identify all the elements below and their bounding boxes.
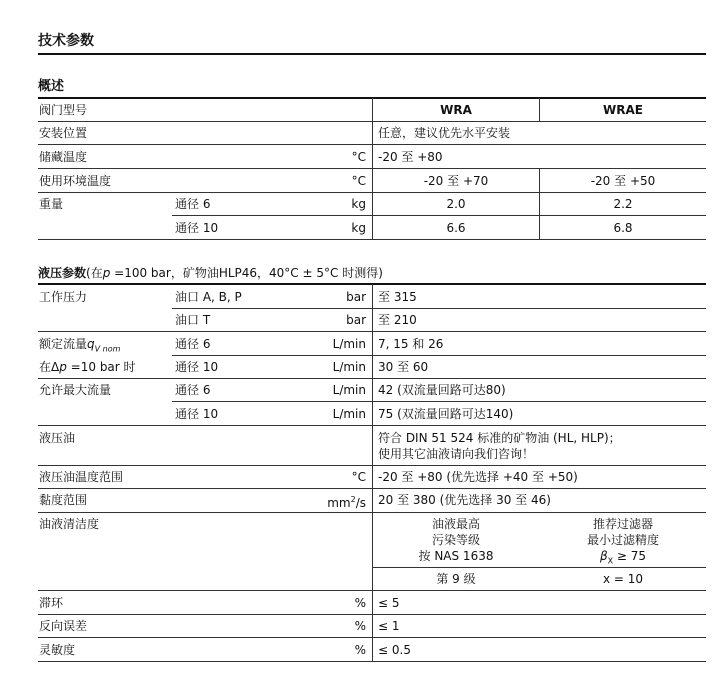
cleanliness-right2: 最小过滤精度: [586, 533, 659, 547]
rated-flow-cond-delta: Δ: [51, 360, 60, 374]
weight-sub2-wra: 6.6: [446, 221, 466, 235]
beta-symbol: β: [599, 549, 608, 563]
op-pressure-sub2-value: 至 210: [378, 313, 417, 327]
op-pressure-sub1-label: 油口 A, B, P: [175, 290, 242, 304]
rated-flow-label: [39, 337, 120, 356]
hydraulic-heading-note-p: p: [102, 266, 111, 280]
beta-subscript: X: [607, 556, 614, 566]
rated-flow-sub1-unit: L/min: [332, 337, 366, 351]
cleanliness-right1: 推荐过滤器: [592, 517, 653, 531]
weight-sub2-wrae: 6.8: [613, 221, 633, 235]
max-flow-sub1-unit: L/min: [332, 383, 366, 397]
weight-sub1-wrae: 2.2: [613, 197, 633, 211]
viscosity-unit-pre: mm: [327, 496, 351, 510]
max-flow-label: 允许最大流量: [39, 383, 112, 397]
rated-flow-cond-post: =10 bar 时: [66, 360, 136, 374]
sensitivity-unit: %: [354, 643, 366, 657]
cleanliness-left2: 污染等级: [431, 533, 480, 547]
row-divider: [172, 401, 706, 402]
wra-header: WRA: [440, 103, 472, 117]
weight-label: 重量: [39, 197, 64, 211]
fluid-temp-unit: °C: [351, 470, 366, 484]
row-divider: [38, 239, 706, 240]
max-flow-sub1-value: 42 (双流量回路可达80): [378, 383, 506, 397]
hysteresis-unit: %: [354, 596, 366, 610]
fluid-line1: 符合 DIN 51 524 标准的矿物油 (HL, HLP)；: [378, 431, 621, 445]
hydraulic-heading: [38, 266, 383, 280]
rated-flow-cond-p: p: [59, 360, 67, 374]
ambient-temp-label: 使用环境温度: [39, 174, 112, 188]
storage-temp-unit: °C: [351, 150, 366, 164]
column-divider: [372, 98, 373, 239]
sensitivity-value: ≤ 0.5: [378, 643, 411, 657]
weight-sub2-label: 通径 10: [175, 221, 219, 235]
cleanliness-left-value: 第 9 级: [436, 572, 476, 586]
viscosity-value: 20 至 380 (优先选择 30 至 46): [378, 493, 551, 507]
fluid-line2: 使用其它油液请向我们咨询！: [378, 447, 535, 461]
mounting-label: 安装位置: [39, 126, 88, 140]
rated-flow-label-q: q: [87, 337, 95, 351]
hysteresis-value: ≤ 5: [378, 596, 400, 610]
cleanliness-right-value: x = 10: [602, 572, 644, 586]
sensitivity-label: 灵敏度: [39, 643, 76, 657]
title-divider: [38, 53, 706, 55]
max-flow-sub2-unit: L/min: [332, 407, 366, 421]
hydraulic-heading-note-post: =100 bar，矿物油HLP46，40°C ± 5°C 时测得): [110, 266, 383, 280]
weight-sub1-label: 通径 6: [175, 197, 211, 211]
reversal-label: 反向误差: [39, 619, 88, 633]
row-divider: [172, 308, 706, 309]
rated-flow-sub1-value: 7, 15 和 26: [378, 337, 444, 351]
viscosity-unit-post: /s: [355, 496, 366, 510]
op-pressure-sub1-unit: bar: [346, 290, 366, 304]
row-divider: [38, 661, 706, 662]
rated-flow-sub2-unit: L/min: [332, 360, 366, 374]
op-pressure-sub2-unit: bar: [346, 313, 366, 327]
weight-sub2-unit: kg: [351, 221, 366, 235]
weight-sub1-wra: 2.0: [446, 197, 466, 211]
op-pressure-sub2-label: 油口 T: [175, 313, 211, 327]
cleanliness-left1: 油液最高: [431, 517, 480, 531]
ambient-temp-wra: -20 至 +70: [423, 174, 489, 188]
row-divider: [172, 355, 706, 356]
weight-sub1-unit: kg: [351, 197, 366, 211]
rated-flow-cond-pre: 在: [39, 360, 52, 374]
column-divider: [372, 284, 373, 661]
max-flow-sub2-value: 75 (双流量回路可达140): [378, 407, 514, 421]
reversal-unit: %: [354, 619, 366, 633]
ambient-temp-wrae: -20 至 +50: [590, 174, 656, 188]
hydraulic-heading-title: 液压参数: [38, 266, 87, 280]
viscosity-label: 黏度范围: [39, 493, 88, 507]
wrae-header: WRAE: [603, 103, 643, 117]
fluid-temp-label: 液压油温度范围: [39, 470, 124, 484]
hysteresis-label: 滞环: [39, 596, 64, 610]
rated-flow-condition: [39, 360, 136, 374]
ambient-temp-unit: °C: [351, 174, 366, 188]
viscosity-unit: [300, 493, 366, 510]
viscosity-unit-sup: 2: [350, 495, 356, 504]
rated-flow-sub2-label: 通径 10: [175, 360, 219, 374]
storage-temp-value: -20 至 +80: [378, 150, 443, 164]
mounting-value: 任意，建议优先水平安装: [378, 126, 511, 140]
overview-heading: 概述: [38, 79, 65, 94]
rated-flow-label-sub: V nom: [94, 344, 121, 354]
hydraulic-heading-note-pre: (在: [86, 266, 103, 280]
storage-temp-label: 储藏温度: [39, 150, 88, 164]
fluid-temp-value: -20 至 +80 (优先选择 +40 至 +50): [378, 470, 578, 484]
rated-flow-label-text: 额定流量: [39, 337, 88, 351]
op-pressure-label: 工作压力: [39, 290, 88, 304]
fluid-label: 液压油: [39, 431, 76, 445]
beta-ratio: ≥ 75: [613, 549, 647, 563]
max-flow-sub1-label: 通径 6: [175, 383, 211, 397]
cleanliness-left3: 按 NAS 1638: [418, 549, 494, 563]
cleanliness-right3: [540, 549, 706, 568]
op-pressure-sub1-value: 至 315: [378, 290, 417, 304]
page-title: 技术参数: [38, 33, 94, 49]
rated-flow-sub2-value: 30 至 60: [378, 360, 429, 374]
reversal-value: ≤ 1: [378, 619, 400, 633]
cleanliness-label: 油液清洁度: [39, 517, 100, 531]
row-divider: [172, 215, 706, 216]
max-flow-sub2-label: 通径 10: [175, 407, 219, 421]
rated-flow-sub1-label: 通径 6: [175, 337, 211, 351]
valve-type-label: 阀门型号: [39, 103, 88, 117]
